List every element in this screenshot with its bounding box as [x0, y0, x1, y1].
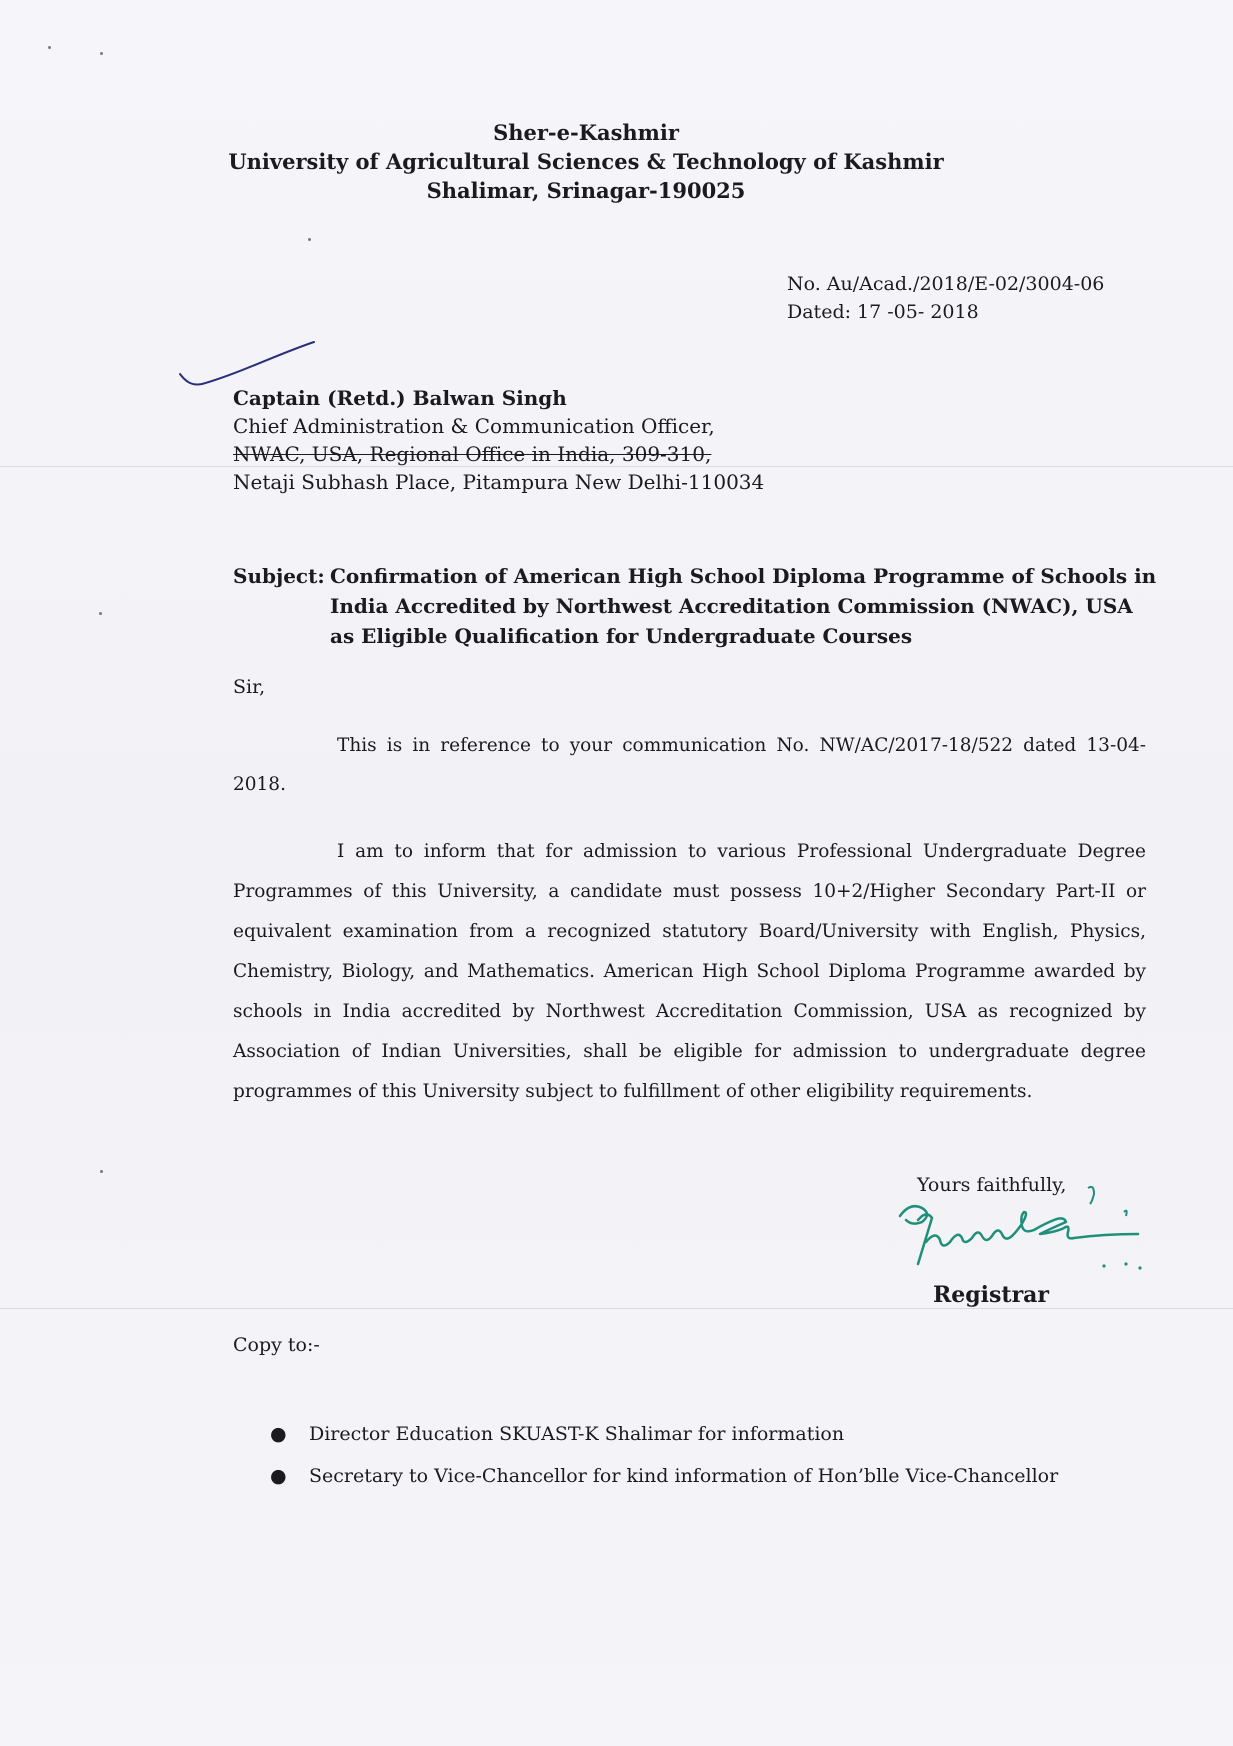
body-paragraph-1: This is in reference to your communication No. NW/AC/2017-18/522 dated 13-04-2018. [233, 735, 1146, 795]
addressee-block [233, 384, 764, 496]
signatory-designation: Registrar [933, 1282, 1050, 1308]
copy-to-item-2: Secretary to Vice-Chancellor for kind information of Hon’blle Vice-Chancellor [309, 1465, 1059, 1487]
paper-fold-line [0, 1308, 1233, 1309]
paper-speck [48, 46, 51, 49]
paper-speck [99, 612, 102, 615]
subject-block [233, 561, 1163, 651]
paper-speck [100, 1170, 103, 1173]
addressee-address: Netaji Subhash Place, Pitampura New Delhi-110034 [233, 470, 765, 494]
letterhead-line-1: Sher-e-Kashmir [493, 120, 679, 145]
copy-to-label: Copy to:- [233, 1334, 320, 1356]
university-letterhead [0, 118, 1172, 205]
addressee-designation: Chief Administration & Communication Officer, [233, 414, 715, 438]
copy-to-item-1: Director Education SKUAST-K Shalimar for information [309, 1423, 845, 1445]
addressee-office: NWAC, USA, Regional Office in India, 309-310, [233, 442, 712, 466]
reference-number: No. Au/Acad./2018/E-02/3004-06 [787, 273, 1105, 295]
body-paragraph-2: I am to inform that for admission to various Professional Undergraduate Degree Programmes of this University, a candidate must possess 10+2/Higher Secondary Part-II or equivalent examination from a recognized statutory Board/University with English, Physics, Chemistry, Biology, and Mathematics. American High School Diploma Programme awarded by schools in India accredited by Northwest Accreditation Commission, USA as recognized by Association of Indian Universities, shall be eligible for admission to undergraduate degree programmes of this University subject to fulfillment of other eligibility requirements. [233, 841, 1146, 1102]
copy-to-list [233, 1413, 1058, 1497]
salutation: Sir, [233, 676, 266, 698]
paper-speck [100, 52, 103, 55]
letterhead-line-2: University of Agricultural Sciences & Technology of Kashmir [228, 149, 944, 174]
bullet-icon: ● [270, 1423, 287, 1445]
list-item [233, 1455, 1058, 1497]
list-item [233, 1413, 1058, 1455]
subject-label: Subject: [233, 564, 325, 588]
addressee-name: Captain (Retd.) Balwan Singh [233, 386, 567, 410]
bullet-icon: ● [270, 1465, 287, 1487]
reference-block [787, 270, 1104, 326]
sign-off: Yours faithfully, [917, 1174, 1067, 1196]
subject-text: Confirmation of American High School Diploma Programme of Schools in India Accredited by Northwest Accreditation Commission (NWAC), USA as Eligible Qualification for Undergraduate Courses [330, 564, 1157, 648]
registrar-signature-icon [878, 1180, 1178, 1290]
letterhead-line-3: Shalimar, Srinagar-190025 [426, 178, 746, 203]
reference-date: Dated: 17 -05- 2018 [787, 301, 979, 323]
paper-speck [308, 238, 311, 241]
